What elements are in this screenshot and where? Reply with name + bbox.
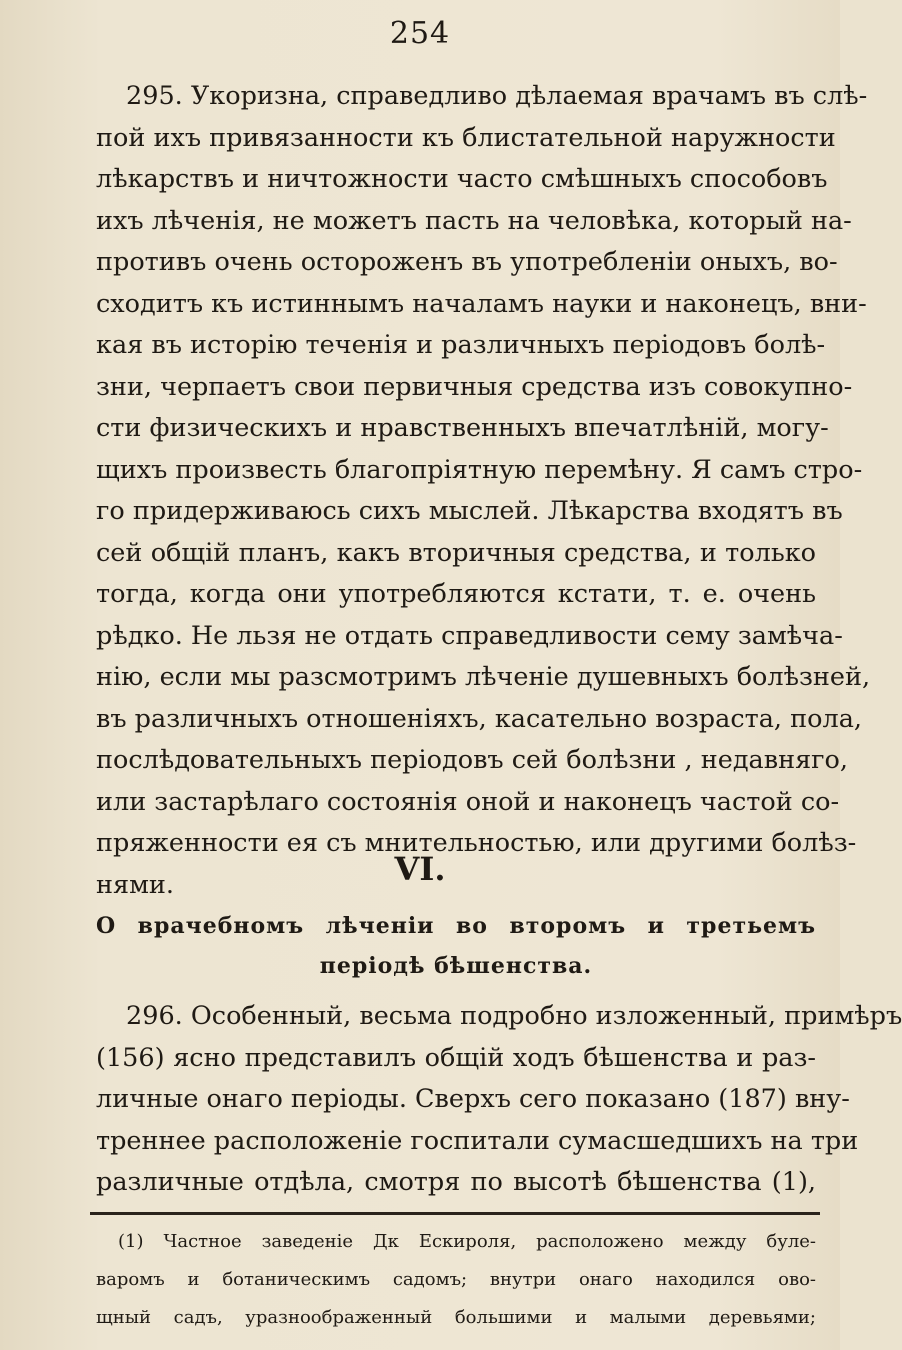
text-line: 296. Особенный, весьма подробно изложенный, примѣръ — [126, 1001, 902, 1031]
text-line: сходитъ къ истиннымъ началамъ науки и наконецъ, вни- — [96, 288, 867, 319]
heading-line: О врачебномъ лѣченіи во второмъ и третьемъ — [96, 913, 816, 939]
page-number: 254 — [389, 16, 451, 51]
text-line: тогда, когда они употребляются кстати, т. е. очень — [96, 579, 816, 609]
text-line: щихъ произвесть благопріятную перемѣну. Я самъ стро- — [96, 454, 863, 485]
text-line: кая въ исторію теченія и различныхъ періодовъ болѣ- — [96, 330, 826, 360]
text-line: рѣдко. Не льзя не отдать справедливости сему замѣча- — [96, 620, 843, 651]
text-line: сти физическихъ и нравственныхъ впечатлѣній, могу- — [96, 413, 829, 443]
paragraph-295 — [96, 76, 871, 906]
text-line: (156) ясно представилъ общій ходъ бѣшенства и раз- — [96, 1042, 816, 1073]
text-line: треннее расположеніе госпитали сумасшедшихъ на три — [96, 1125, 859, 1156]
text-line: лѣкарствъ и ничтожности часто смѣшныхъ способовъ — [96, 164, 828, 194]
paragraph-296 — [96, 996, 902, 1204]
section-heading — [96, 906, 816, 986]
text-line: нями. — [96, 869, 175, 900]
text-line: противъ очень остороженъ въ употребленіи оныхъ, во- — [96, 247, 838, 277]
footnote-line: щный садъ, уразноображенный большими и малыми деревьями; — [96, 1307, 816, 1328]
footnote-line: (1) Частное заведеніе Дк Ескироля, расположено между буле- — [118, 1231, 816, 1252]
text-line: личные онаго періоды. Сверхъ сего показано (187) вну- — [96, 1084, 850, 1114]
text-line: различные отдѣла, смотря по высотѣ бѣшенства (1), — [96, 1167, 816, 1197]
section-number: VI. — [394, 850, 446, 888]
footnote-line: варомъ и ботаническимъ садомъ; внутри онаго находился ово- — [96, 1269, 816, 1290]
text-line: 295. Укоризна, справедливо дѣлаемая врачамъ въ слѣ- — [126, 81, 868, 111]
text-line: сей общій планъ, какъ вторичныя средства, и только — [96, 537, 816, 568]
text-line: въ различныхъ отношеніяхъ, касательно возраста, пола, — [96, 703, 862, 734]
text-line: зни, черпаетъ свои первичныя средства изъ совокупно- — [96, 371, 853, 402]
footnote — [96, 1223, 816, 1337]
text-line: пряженности ея съ мнительностью, или другими болѣз- — [96, 828, 857, 858]
heading-line: періодѣ бѣшенства. — [319, 953, 593, 979]
text-line: или застарѣлаго состоянія оной и наконецъ частой со- — [96, 786, 840, 817]
footnote-divider — [90, 1212, 820, 1215]
text-line: пой ихъ привязанности къ блистательной наружности — [96, 122, 836, 153]
text-line: ихъ лѣченія, не можетъ пасть на человѣка, который на- — [96, 205, 852, 236]
text-line: нію, если мы разсмотримъ лѣченіе душевныхъ болѣзней, — [96, 662, 871, 692]
text-line: послѣдовательныхъ періодовъ сей болѣзни , недавняго, — [96, 745, 848, 775]
text-line: го придерживаюсь сихъ мыслей. Лѣкарства входятъ въ — [96, 496, 843, 526]
